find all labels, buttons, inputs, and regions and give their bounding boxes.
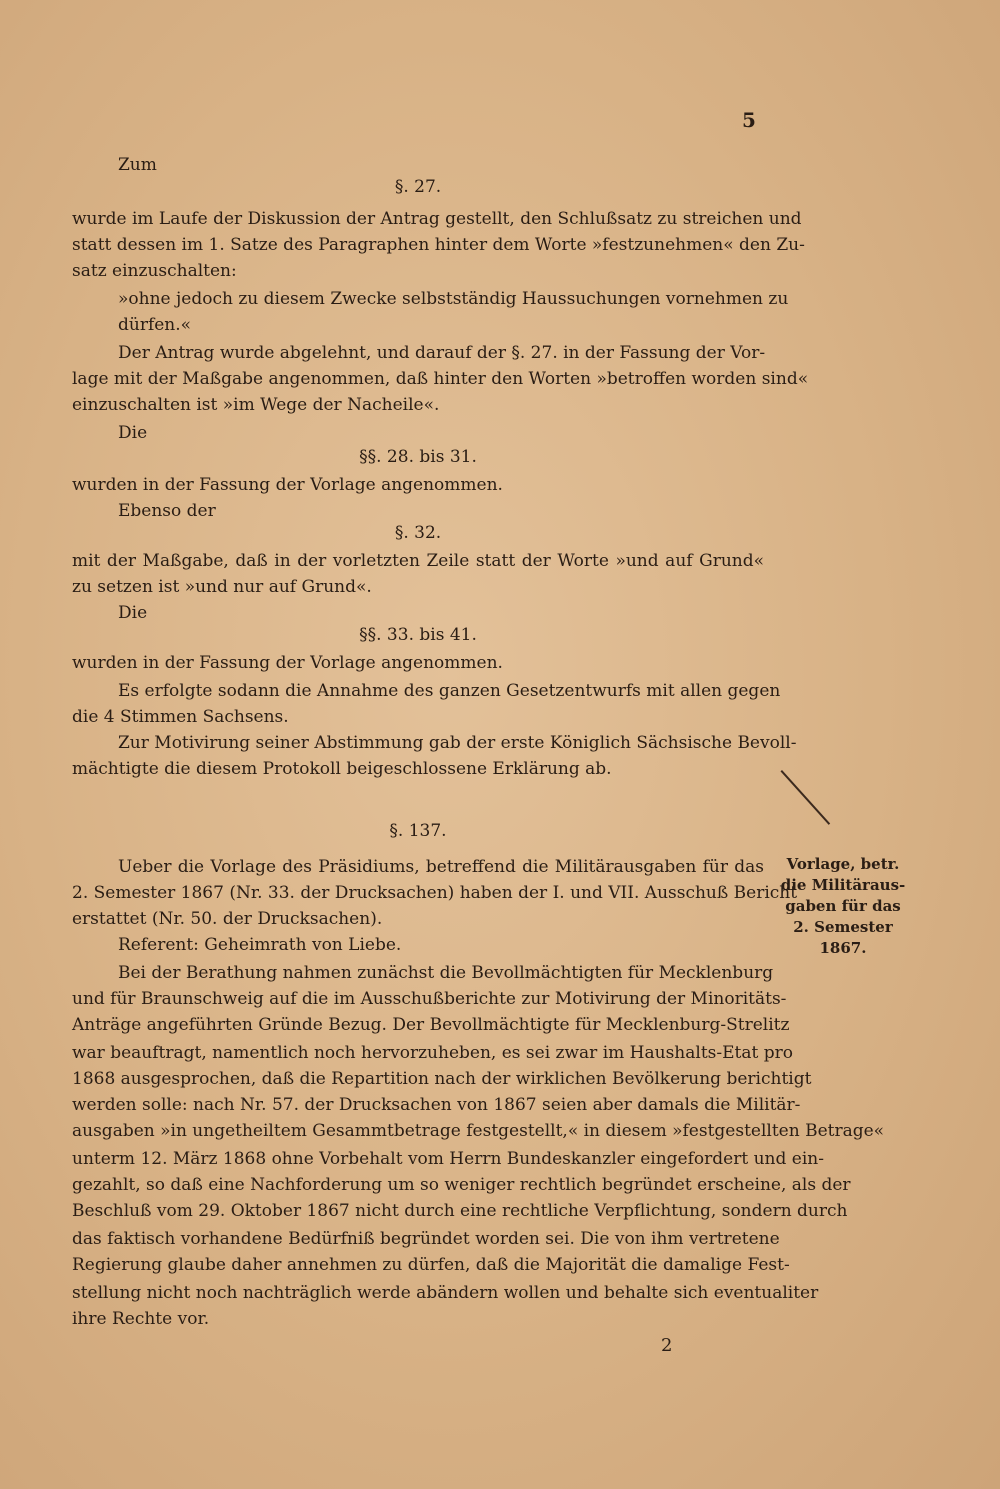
section-heading: §§. 33. bis 41. bbox=[359, 625, 477, 645]
text-line: werden solle: nach Nr. 57. der Drucksachen von 1867 seien aber damals die Militär- bbox=[72, 1095, 801, 1115]
margin-note-line: 1867. bbox=[819, 939, 867, 957]
text-line: Anträge angeführten Gründe Bezug. Der Bevollmächtigte für Mecklenburg-Strelitz bbox=[72, 1015, 790, 1035]
text-line: Zur Motivirung seiner Abstimmung gab der erste Königlich Sächsische Bevoll- bbox=[118, 733, 797, 753]
text-line: gezahlt, so daß eine Nachforderung um so weniger rechtlich begründet erscheine, als der bbox=[72, 1175, 851, 1195]
text-line: lage mit der Maßgabe angenommen, daß hinter den Worten »betroffen worden sind« bbox=[72, 369, 809, 389]
page-number: 5 bbox=[742, 108, 756, 132]
text-line: Referent: Geheimrath von Liebe. bbox=[118, 935, 402, 955]
margin-note-line: Vorlage, betr. bbox=[786, 855, 900, 873]
section-heading: §. 137. bbox=[389, 821, 447, 841]
text-line: mit der Maßgabe, daß in der vorletzten Zeile statt der Worte »und auf Grund« bbox=[72, 551, 764, 571]
text-line: wurden in der Fassung der Vorlage angenommen. bbox=[72, 475, 503, 495]
text-line: »ohne jedoch zu diesem Zwecke selbstständig Haussuchungen vornehmen zu bbox=[118, 289, 789, 309]
text-line: Beschluß vom 29. Oktober 1867 nicht durch eine rechtliche Verpflichtung, sondern durch bbox=[72, 1201, 848, 1221]
text-line: zu setzen ist »und nur auf Grund«. bbox=[72, 577, 372, 597]
section-heading: §. 27. bbox=[394, 177, 442, 197]
text-line: mächtigte die diesem Protokoll beigeschlossene Erklärung ab. bbox=[72, 759, 612, 779]
text-line: wurden in der Fassung der Vorlage angenommen. bbox=[72, 653, 503, 673]
text-line: Zum bbox=[118, 155, 157, 175]
text-line: die 4 Stimmen Sachsens. bbox=[72, 707, 289, 727]
text-line: war beauftragt, namentlich noch hervorzuheben, es sei zwar im Haushalts-Etat pro bbox=[72, 1043, 793, 1063]
margin-note bbox=[778, 854, 908, 959]
text-line: Ebenso der bbox=[118, 501, 216, 521]
text-line: einzuschalten ist »im Wege der Nacheile«. bbox=[72, 395, 440, 415]
text-line: Bei der Berathung nahmen zunächst die Bevollmächtigten für Mecklenburg bbox=[118, 963, 774, 983]
text-line: ausgaben »in ungetheiltem Gesammtbetrage festgestellt,« in diesem »festgestellten Betrage« bbox=[72, 1121, 885, 1141]
text-line: stellung nicht noch nachträglich werde abändern wollen und behalte sich eventualiter bbox=[72, 1283, 819, 1303]
text-line: unterm 12. März 1868 ohne Vorbehalt vom Herrn Bundeskanzler eingefordert und ein- bbox=[72, 1149, 824, 1169]
section-heading: §§. 28. bis 31. bbox=[359, 447, 477, 467]
text-line: satz einzuschalten: bbox=[72, 261, 237, 281]
text-line: das faktisch vorhandene Bedürfniß begründet worden sei. Die von ihm vertretene bbox=[72, 1229, 780, 1249]
text-line: Der Antrag wurde abgelehnt, und darauf der §. 27. in der Fassung der Vor- bbox=[118, 343, 766, 363]
text-line: statt dessen im 1. Satze des Paragraphen hinter dem Worte »festzunehmen« den Zu- bbox=[72, 235, 805, 255]
text-line: Ueber die Vorlage des Präsidiums, betreffend die Militärausgaben für das bbox=[118, 857, 764, 877]
text-line: ihre Rechte vor. bbox=[72, 1309, 210, 1329]
text-line: Regierung glaube daher annehmen zu dürfen, daß die Majorität die damalige Fest- bbox=[72, 1255, 790, 1275]
text-line: und für Braunschweig auf die im Ausschußberichte zur Motivirung der Minoritäts- bbox=[72, 989, 787, 1009]
margin-note-line: 2. Semester bbox=[793, 918, 893, 936]
text-line: dürfen.« bbox=[118, 315, 192, 335]
text-line: Die bbox=[118, 603, 148, 623]
margin-note-line: die Militäraus- bbox=[780, 876, 906, 894]
margin-note-line: gaben für das bbox=[785, 897, 901, 915]
signature-mark: 2 bbox=[661, 1335, 673, 1356]
text-line: Die bbox=[118, 423, 148, 443]
text-line: erstattet (Nr. 50. der Drucksachen). bbox=[72, 909, 383, 929]
section-heading: §. 32. bbox=[394, 523, 442, 543]
text-line: 1868 ausgesprochen, daß die Repartition nach der wirklichen Bevölkerung berichtigt bbox=[72, 1069, 812, 1089]
margin-pointer-line bbox=[781, 770, 831, 825]
text-line: wurde im Laufe der Diskussion der Antrag gestellt, den Schlußsatz zu streichen und bbox=[72, 209, 802, 229]
text-line: Es erfolgte sodann die Annahme des ganzen Gesetzentwurfs mit allen gegen bbox=[118, 681, 781, 701]
text-line: 2. Semester 1867 (Nr. 33. der Drucksachen) haben der I. und VII. Ausschuß Bericht bbox=[72, 883, 798, 903]
